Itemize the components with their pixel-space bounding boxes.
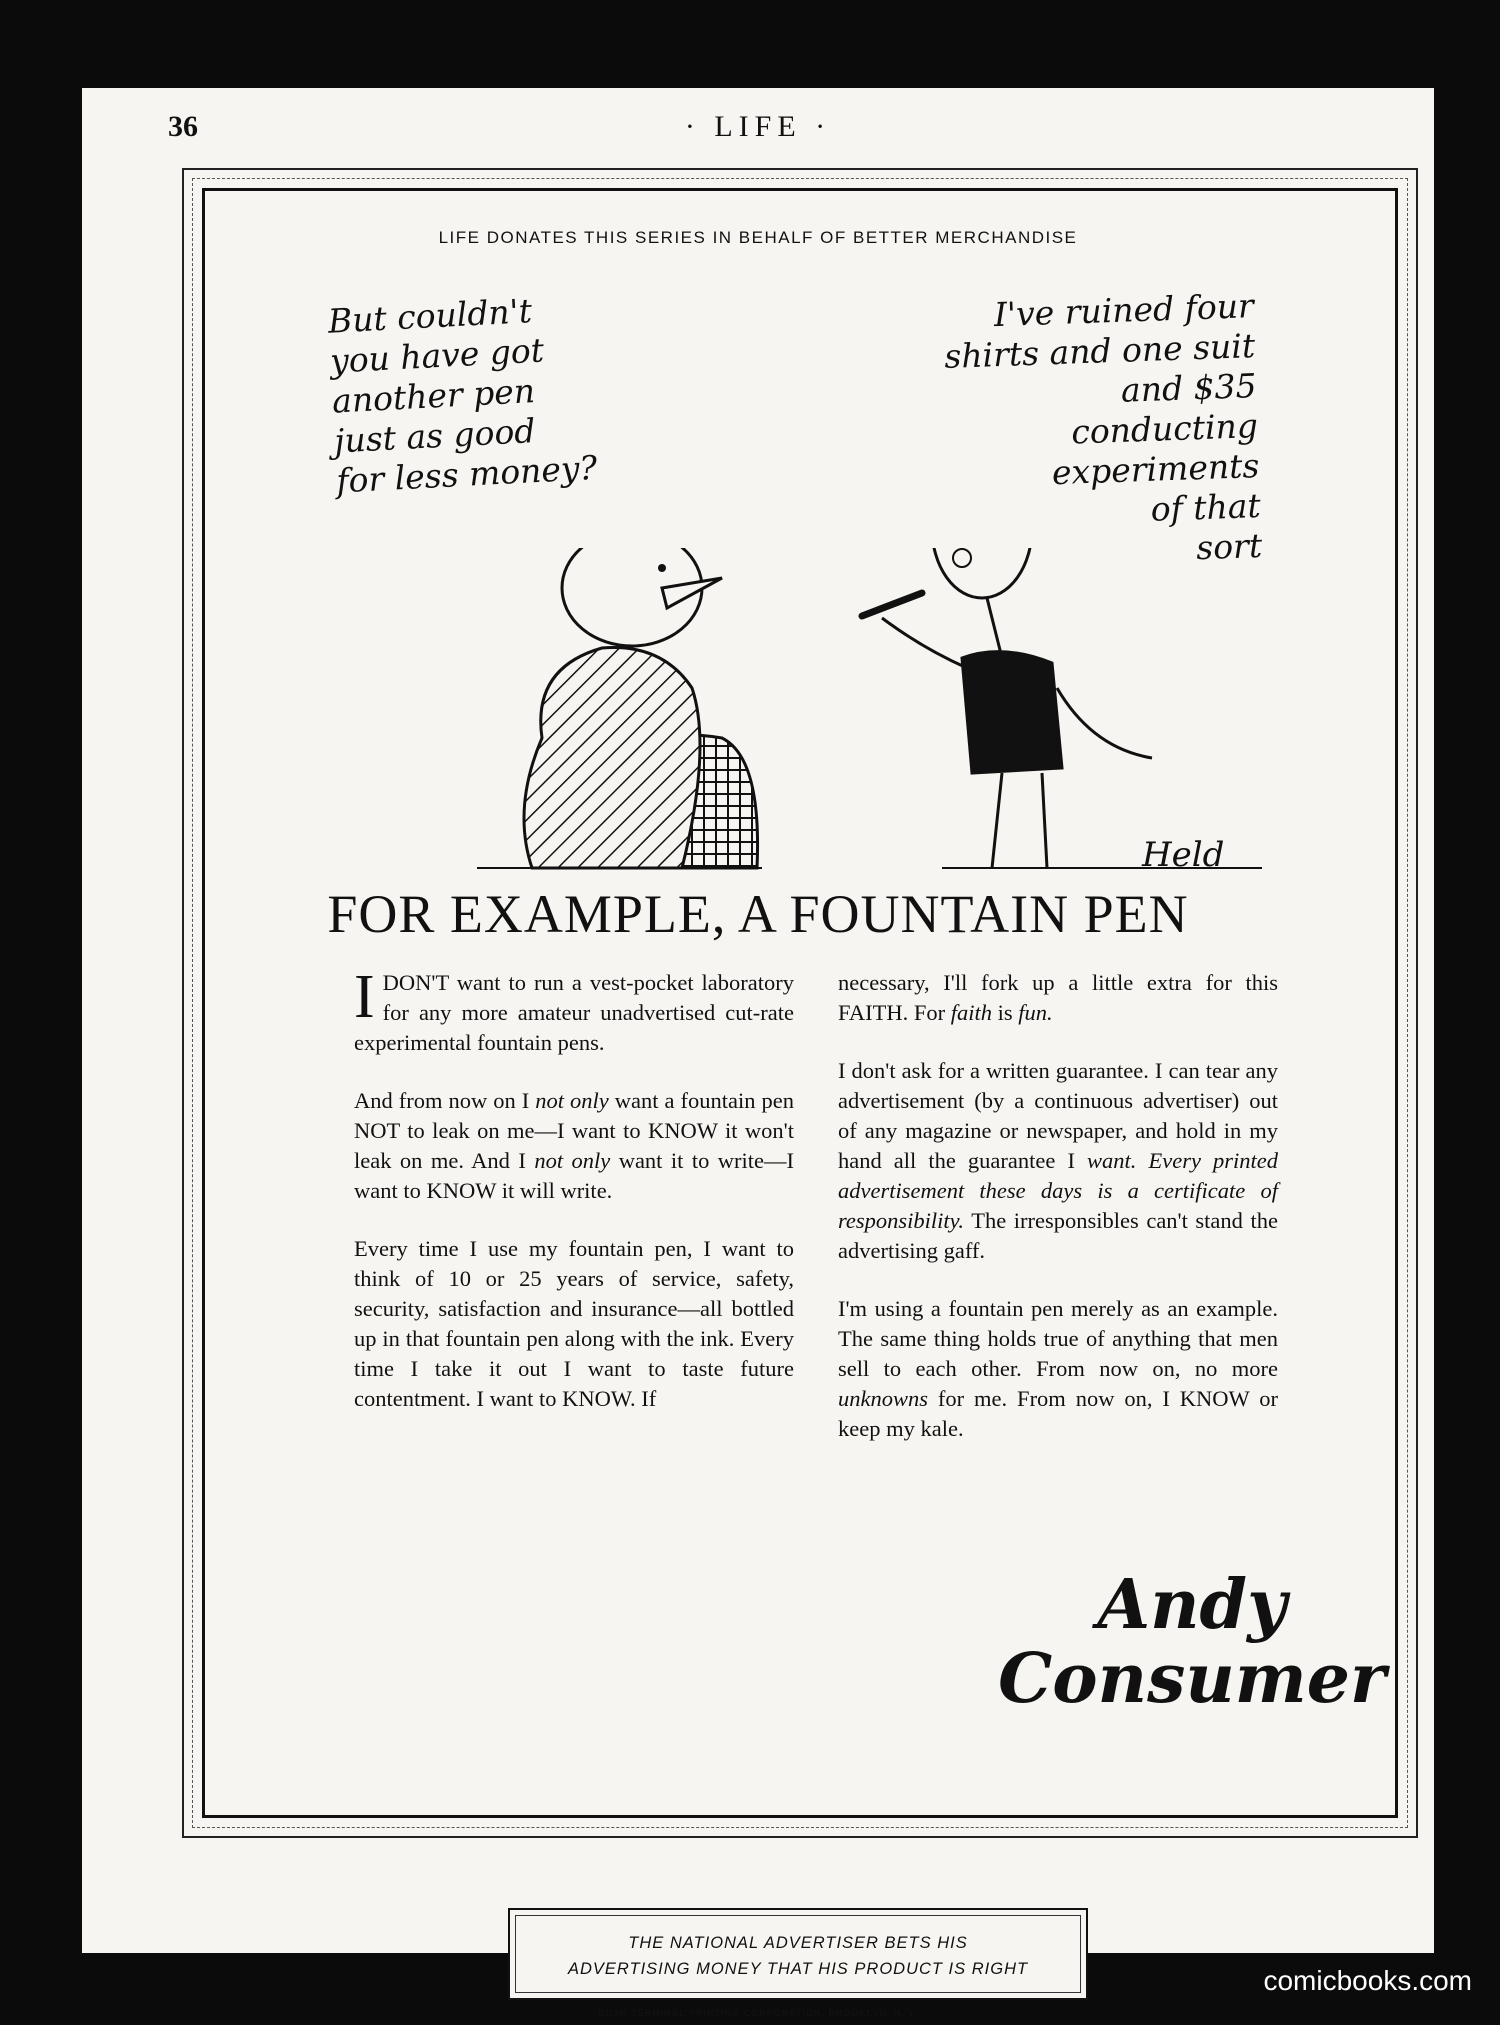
footer-slogan-line: THE NATIONAL ADVERTISER BETS HIS	[628, 1934, 968, 1952]
seated-man-body	[524, 648, 700, 869]
body-paragraph: Every time I use my fountain pen, I want to think of 10 or 25 years of service, safety, security, satisfaction and insurance—all bottled up in that fountain pen along with the ink. Every time I take it out I want to taste future contentment. I want to KNOW. If	[354, 1236, 794, 1411]
standing-man-leg	[992, 773, 1002, 868]
series-note: LIFE DONATES THIS SERIES IN BEHALF OF BETTER MERCHANDISE	[438, 228, 1078, 247]
site-watermark: comicbooks.com	[1263, 1965, 1472, 1996]
andy-consumer-signature: Andy Consumer	[998, 1565, 1386, 1719]
printer-credit: BUSH TERMINAL PRINTING CORPORATION, BROOKLYN, N. Y.	[598, 2008, 918, 2018]
body-paragraph: I don't ask for a written guarantee. I can tear any advertisement (by a continuous advertiser) out of any magazine or newspaper, and hold in my hand all the guarantee I want. Every printed advertisement these days is a certificate of responsibility. The irresponsibles can't stand the advertising gaff.	[838, 1058, 1278, 1263]
body-paragraph: And from now on I not only want a fountain pen NOT to leak on me—I want to KNOW it won't leak on me. And I not only want it to write—I want to KNOW it will write.	[354, 1088, 794, 1203]
standing-man-arm	[882, 618, 967, 668]
artist-signature: Held	[1142, 835, 1225, 875]
body-paragraph: IDON'T want to run a vest-pocket laboratory for any more amateur unadvertised cut-rate experimental fountain pens.	[354, 963, 794, 1055]
body-paragraph: necessary, I'll fork up a little extra for this FAITH. For faith is fun.	[838, 970, 1278, 1025]
body-column-right	[838, 968, 1278, 1472]
page-header	[82, 110, 1434, 150]
standing-man-jacket	[962, 652, 1062, 773]
cartoon-illustration	[362, 548, 1282, 878]
standing-man-arm-right	[1057, 688, 1152, 758]
page-number: 36	[168, 110, 198, 143]
drop-cap: I	[354, 963, 375, 1031]
standing-man-head	[932, 548, 1032, 598]
footer-slogan-line: ADVERTISING MONEY THAT HIS PRODUCT IS RIGHT	[567, 1960, 1029, 1978]
speech-bubble-left: But couldn't you have got another pen just as good for less money?	[326, 291, 599, 501]
body-column-left	[354, 963, 794, 1442]
standing-man-leg	[1042, 773, 1047, 868]
speech-bubble-right: I've ruined four shirts and one suit and $35 conducting experiments of that sort	[943, 286, 1263, 568]
standing-man-neck	[987, 598, 1002, 658]
headline: FOR EXAMPLE, A FOUNTAIN PEN	[327, 884, 1189, 944]
body-paragraph: I'm using a fountain pen merely as an example. The same thing holds true of anything that men sell to each other. From now on, no more unknowns for me. From now on, I KNOW or keep my kale.	[838, 1296, 1278, 1441]
fountain-pen	[862, 593, 922, 616]
seated-man-eye	[658, 564, 666, 572]
footer-slogan-box	[508, 1908, 1088, 2000]
magazine-title: · LIFE ·	[684, 110, 832, 143]
